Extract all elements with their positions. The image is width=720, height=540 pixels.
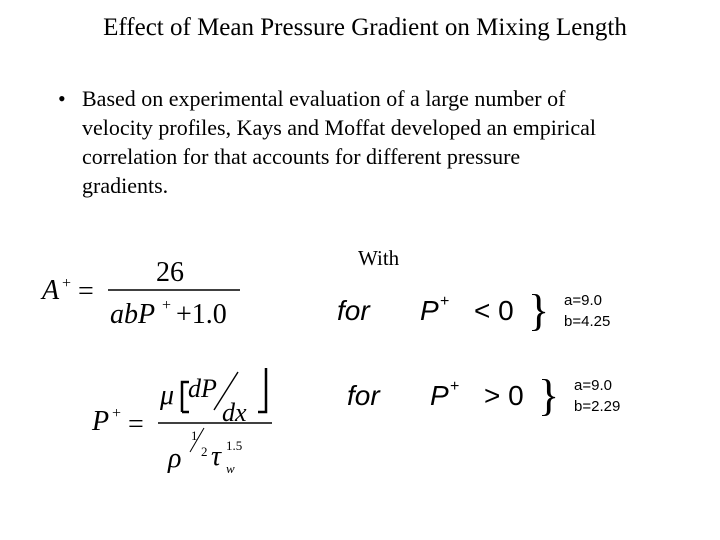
- eq-p-rho: ρ: [168, 443, 182, 474]
- cond-pos-P: P: [430, 380, 449, 411]
- eq-p-mu: μ: [160, 380, 175, 411]
- eq-a-denominator-sup: +: [162, 297, 172, 314]
- bullet-line-2: velocity profiles, Kays and Moffat developed an empirical: [82, 115, 596, 140]
- cond-neg-sup: +: [440, 293, 450, 310]
- bullet-line-4: gradients.: [82, 173, 169, 198]
- equation-a-plus: [40, 257, 240, 330]
- cond-neg-b-value: b=4.25: [564, 313, 611, 330]
- eq-p-equals: =: [128, 409, 144, 440]
- bullet-dot: •: [58, 86, 66, 111]
- eq-p-lhs: P: [92, 406, 110, 437]
- equation-p-plus: [91, 368, 272, 476]
- condition-positive-gradient: [347, 371, 620, 420]
- bullet-line-3: correlation for that accounts for different pressure: [82, 144, 521, 169]
- cond-neg-P: P: [420, 295, 439, 326]
- eq-p-sup: +: [112, 405, 122, 422]
- cond-pos-for: for: [347, 380, 380, 411]
- cond-neg-brace: }: [528, 286, 550, 335]
- eq-a-equals: =: [78, 276, 94, 307]
- cond-pos-a-value: a=9.0: [574, 377, 612, 394]
- eq-a-lhs: A: [42, 275, 60, 306]
- eq-a-sup: +: [62, 275, 72, 292]
- eq-p-half-den: 2: [201, 444, 208, 459]
- eq-p-right-bracket: [258, 368, 266, 412]
- eq-p-tau-sub: w: [226, 461, 235, 476]
- eq-p-tau-sup: 1.5: [226, 438, 243, 453]
- eq-a-denominator-rest: +1.0: [176, 299, 227, 330]
- cond-pos-sup: +: [450, 378, 460, 395]
- slide-title: Effect of Mean Pressure Gradient on Mixing Length: [103, 14, 627, 41]
- cond-neg-relation: < 0: [474, 295, 514, 326]
- eq-p-dP: dP: [188, 374, 217, 403]
- cond-neg-for: for: [337, 295, 370, 326]
- eq-p-dx: dx: [222, 398, 247, 427]
- condition-negative-gradient: [337, 286, 610, 335]
- cond-neg-a-value: a=9.0: [564, 292, 602, 309]
- bullet-line-1: Based on experimental evaluation of a large number of: [82, 86, 566, 111]
- eq-a-numerator: 26: [156, 257, 184, 288]
- cond-pos-b-value: b=2.29: [574, 398, 621, 415]
- eq-p-tau: τ: [211, 441, 222, 472]
- eq-p-half-num: 1: [191, 428, 198, 443]
- eq-a-denominator: abP: [110, 299, 156, 330]
- with-label: With: [358, 246, 400, 270]
- cond-pos-relation: > 0: [484, 380, 524, 411]
- cond-pos-brace: }: [538, 371, 560, 420]
